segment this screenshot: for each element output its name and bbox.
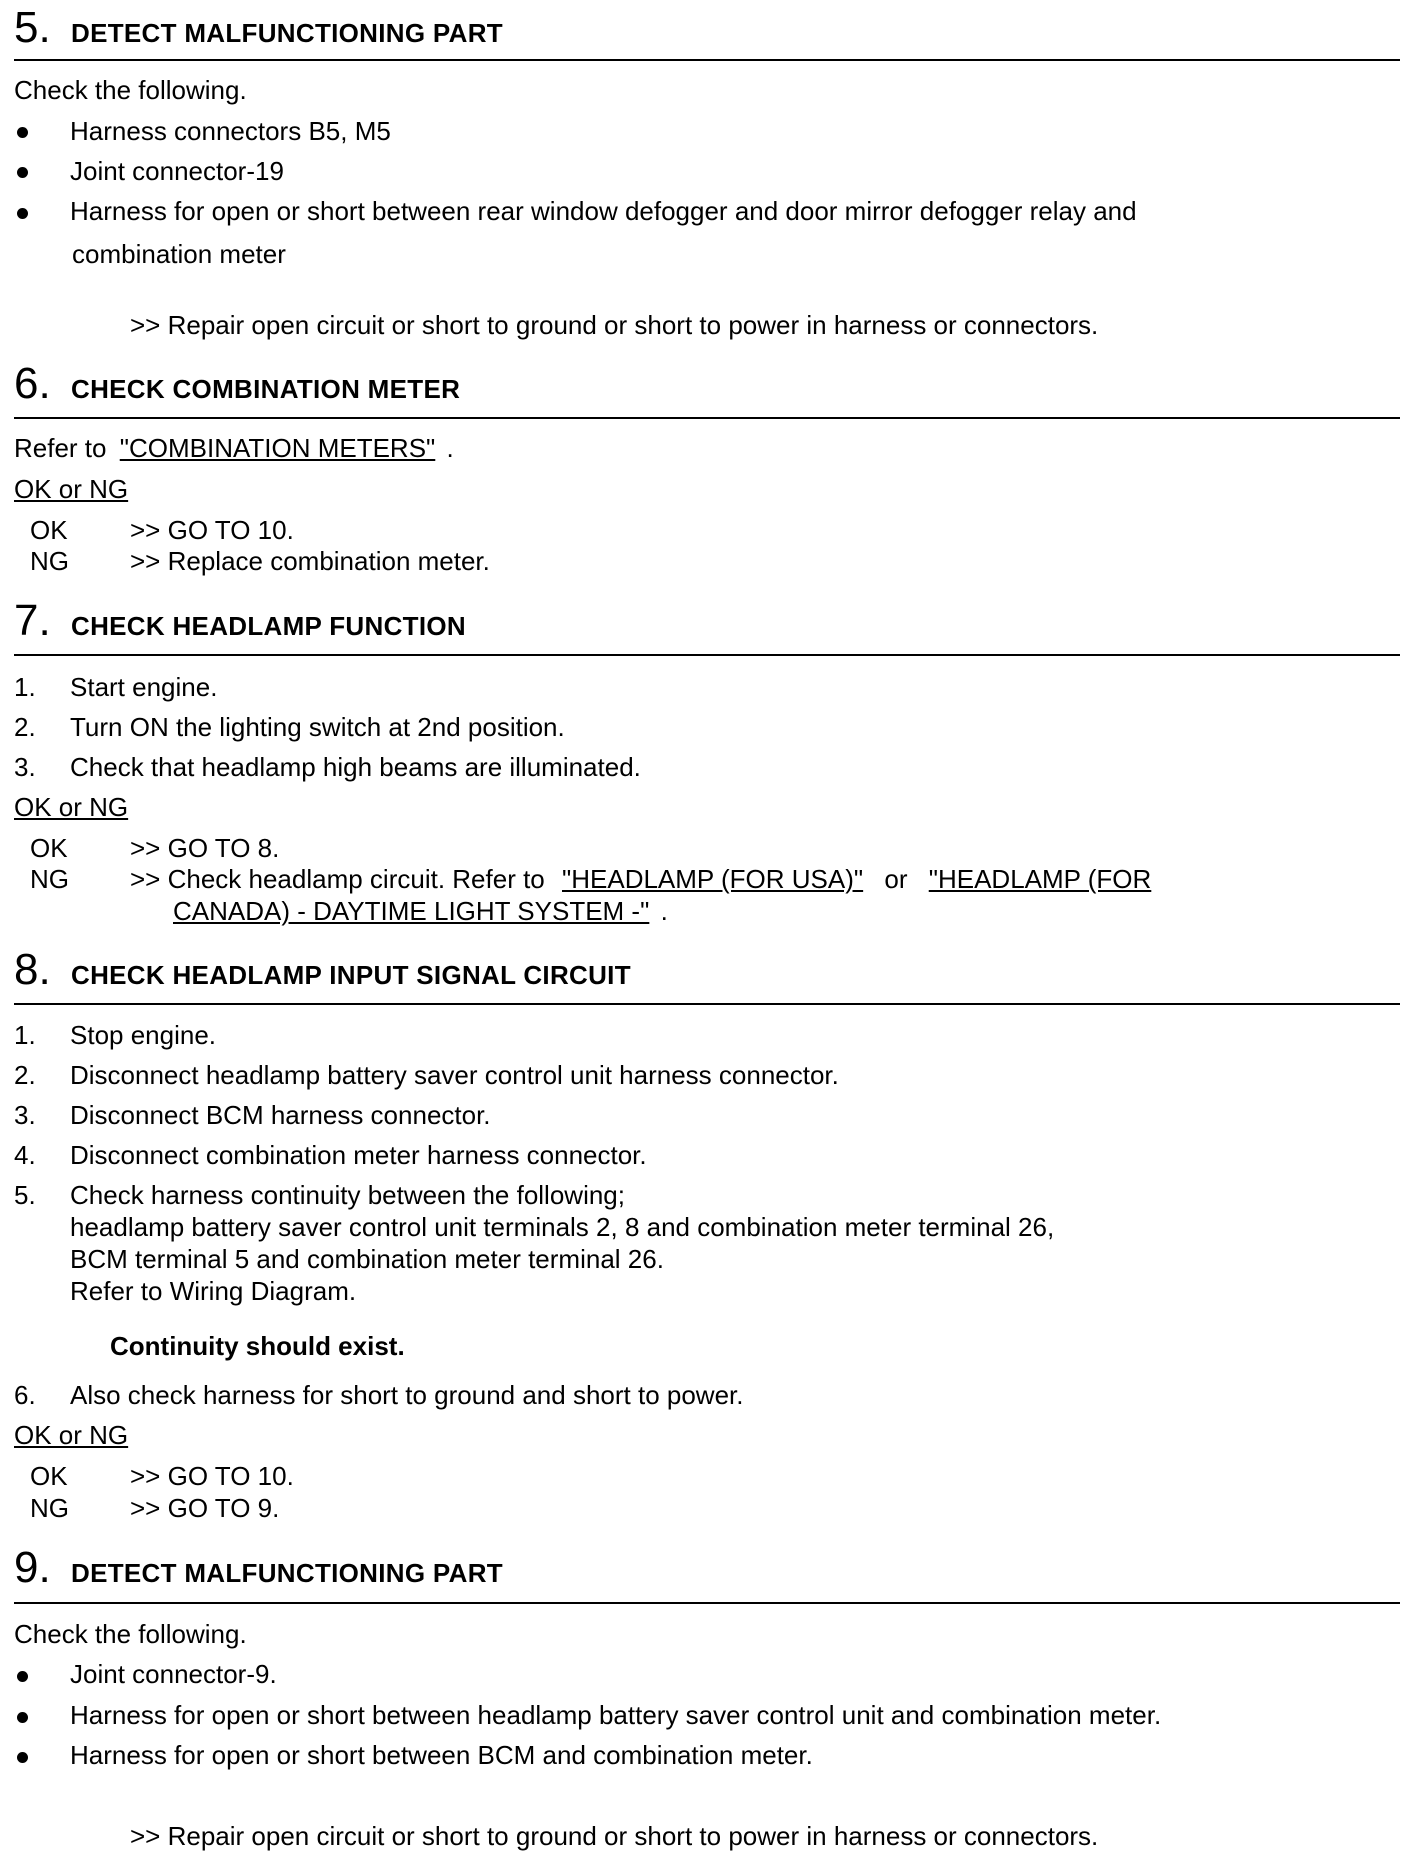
- bullet-icon: [17, 127, 28, 138]
- step-8-header: [14, 945, 1400, 994]
- list-item: Harness for open or short between BCM and combination meter.: [70, 1740, 813, 1770]
- step-index: 3.: [14, 752, 36, 782]
- bullet-icon: [17, 1712, 28, 1723]
- bullet-icon: [17, 1671, 28, 1682]
- step-number: 8.: [14, 945, 51, 994]
- bullet-icon: [17, 208, 28, 219]
- ok-key: OK: [30, 515, 68, 545]
- bullet-icon: [17, 1752, 28, 1763]
- refer-line: [14, 433, 454, 463]
- ng-result: >> GO TO 9.: [130, 1493, 280, 1523]
- step-number: 5.: [14, 3, 51, 52]
- step-text-continuation: headlamp battery saver control unit terminals 2, 8 and combination meter terminal 26,: [70, 1212, 1055, 1242]
- list-item-continuation: combination meter: [72, 239, 286, 269]
- step-text: Also check harness for short to ground and short to power.: [70, 1380, 744, 1410]
- list-item: Joint connector-9.: [70, 1659, 277, 1689]
- action-text: >> Repair open circuit or short to ground or short to power in harness or connectors.: [130, 1821, 1099, 1851]
- step-number: 9.: [14, 1543, 51, 1592]
- step-text: Disconnect headlamp battery saver control unit harness connector.: [70, 1060, 839, 1090]
- bullet-icon: [17, 167, 28, 178]
- section-divider: [14, 59, 1400, 61]
- intro-text: Check the following.: [14, 1619, 247, 1649]
- step-text: Check that headlamp high beams are illuminated.: [70, 752, 641, 782]
- ng-result-text: >> Check headlamp circuit. Refer to: [130, 864, 545, 894]
- step-index: 2.: [14, 712, 36, 742]
- step-number: 7.: [14, 596, 51, 645]
- ng-suffix: .: [660, 896, 668, 926]
- step-text: Check harness continuity between the following;: [70, 1180, 625, 1210]
- ng-key: NG: [30, 864, 69, 894]
- combination-meters-link[interactable]: "COMBINATION METERS": [119, 433, 436, 463]
- ok-or-ng-label: OK or NG: [14, 792, 129, 822]
- step-title: CHECK COMBINATION METER: [71, 374, 461, 404]
- step-index: 4.: [14, 1140, 36, 1170]
- step-text: Turn ON the lighting switch at 2nd position.: [70, 712, 565, 742]
- ng-key: NG: [30, 546, 69, 576]
- step-6-header: [14, 359, 1400, 408]
- step-title: CHECK HEADLAMP FUNCTION: [71, 611, 466, 641]
- ng-result: >> Replace combination meter.: [130, 546, 490, 576]
- ok-or-ng-label: OK or NG: [14, 474, 129, 504]
- step-7-header: [14, 596, 1400, 645]
- step-text-continuation: Refer to Wiring Diagram.: [70, 1276, 357, 1306]
- step-text: Disconnect BCM harness connector.: [70, 1100, 491, 1130]
- ok-result: >> GO TO 10.: [130, 1461, 294, 1491]
- ok-result: >> GO TO 10.: [130, 515, 294, 545]
- list-item: Joint connector-19: [70, 156, 284, 186]
- ng-key: NG: [30, 1493, 69, 1523]
- refer-prefix: Refer to: [14, 433, 107, 463]
- list-item: Harness connectors B5, M5: [70, 116, 391, 146]
- headlamp-usa-link[interactable]: "HEADLAMP (FOR USA)": [562, 864, 864, 894]
- ng-result: [130, 864, 1151, 894]
- step-text: Stop engine.: [70, 1020, 217, 1050]
- step-9-header: [14, 1543, 1400, 1592]
- ng-result-continuation: [173, 896, 668, 926]
- section-divider: [14, 1003, 1400, 1005]
- step-5-header: [14, 3, 1400, 52]
- step-text: Disconnect combination meter harness connector.: [70, 1140, 647, 1170]
- or-text: or: [884, 864, 908, 894]
- ok-or-ng-label: OK or NG: [14, 1420, 129, 1450]
- step-index: 3.: [14, 1100, 36, 1130]
- action-text: >> Repair open circuit or short to ground or short to power in harness or connectors.: [130, 310, 1099, 340]
- step-index: 2.: [14, 1060, 36, 1090]
- step-text-continuation: BCM terminal 5 and combination meter terminal 26.: [70, 1244, 664, 1274]
- section-divider: [14, 417, 1400, 419]
- spec-note: Continuity should exist.: [110, 1331, 405, 1361]
- ok-result: >> GO TO 8.: [130, 833, 280, 863]
- step-text: Start engine.: [70, 672, 218, 702]
- step-title: CHECK HEADLAMP INPUT SIGNAL CIRCUIT: [71, 960, 631, 990]
- step-index: 6.: [14, 1380, 36, 1410]
- section-divider: [14, 654, 1400, 656]
- headlamp-canada-link[interactable]: "HEADLAMP (FOR: [928, 864, 1152, 894]
- ok-key: OK: [30, 833, 68, 863]
- list-item: Harness for open or short between rear window defogger and door mirror defogger relay and: [70, 196, 1137, 226]
- step-number: 6.: [14, 359, 51, 408]
- step-index: 1.: [14, 672, 36, 702]
- step-index: 1.: [14, 1020, 36, 1050]
- refer-suffix: .: [446, 433, 454, 463]
- list-item: Harness for open or short between headlamp battery saver control unit and combination meter.: [70, 1700, 1162, 1730]
- step-title: DETECT MALFUNCTIONING PART: [71, 18, 503, 48]
- step-index: 5.: [14, 1180, 36, 1210]
- step-title: DETECT MALFUNCTIONING PART: [71, 1558, 503, 1588]
- section-divider: [14, 1602, 1400, 1604]
- intro-text: Check the following.: [14, 75, 247, 105]
- ok-key: OK: [30, 1461, 68, 1491]
- headlamp-canada-link-continued[interactable]: CANADA) - DAYTIME LIGHT SYSTEM -": [173, 896, 650, 926]
